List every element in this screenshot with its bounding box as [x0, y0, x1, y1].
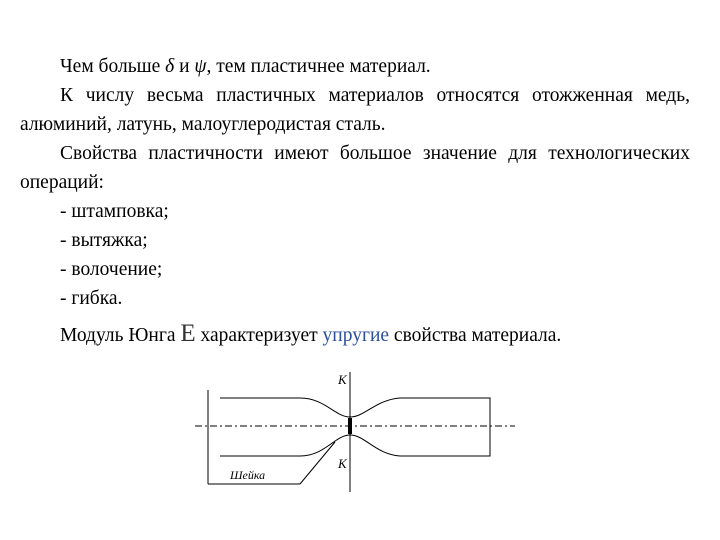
p1-suffix: , тем пластичнее материал.: [206, 56, 431, 77]
specimen-bottom-contour: [220, 426, 490, 456]
neck-label: Шейка: [230, 468, 266, 482]
section-label-top: К: [338, 372, 347, 387]
list-item: - штамповка;: [60, 201, 169, 222]
paragraph-plastic-materials: К числу весьма пластичных материалов относятся отожженная медь, алюминий, латунь, малоуглеродистая сталь.: [20, 85, 690, 135]
young-modulus-symbol: E: [180, 320, 196, 347]
list-item: - вытяжка;: [60, 230, 148, 251]
document-text: [20, 52, 690, 350]
elastic-word: упругие: [322, 325, 390, 346]
neck-mark: [348, 418, 352, 434]
p4-prefix: Модуль Юнга: [60, 325, 181, 346]
p1-prefix: Чем больше: [60, 56, 166, 77]
list-item: - волочение;: [60, 259, 163, 280]
p4-middle: характеризует: [195, 325, 323, 346]
psi-symbol: ψ: [194, 56, 207, 77]
paragraph-young-modulus: [20, 319, 690, 350]
paragraph-plasticity: [20, 52, 690, 81]
p4-suffix: свойства материала.: [389, 325, 562, 346]
list-item: - гибка.: [60, 288, 123, 309]
paragraph-technological-operations: Свойства пластичности имеют большое значение для технологических операций:: [20, 143, 690, 193]
neck-pointer: [300, 442, 335, 484]
section-label-bottom: К: [338, 456, 347, 471]
specimen-top-contour: [220, 398, 490, 426]
delta-symbol: δ: [165, 56, 175, 77]
p1-and: и: [174, 56, 195, 77]
specimen-neck-diagram: [190, 360, 530, 530]
